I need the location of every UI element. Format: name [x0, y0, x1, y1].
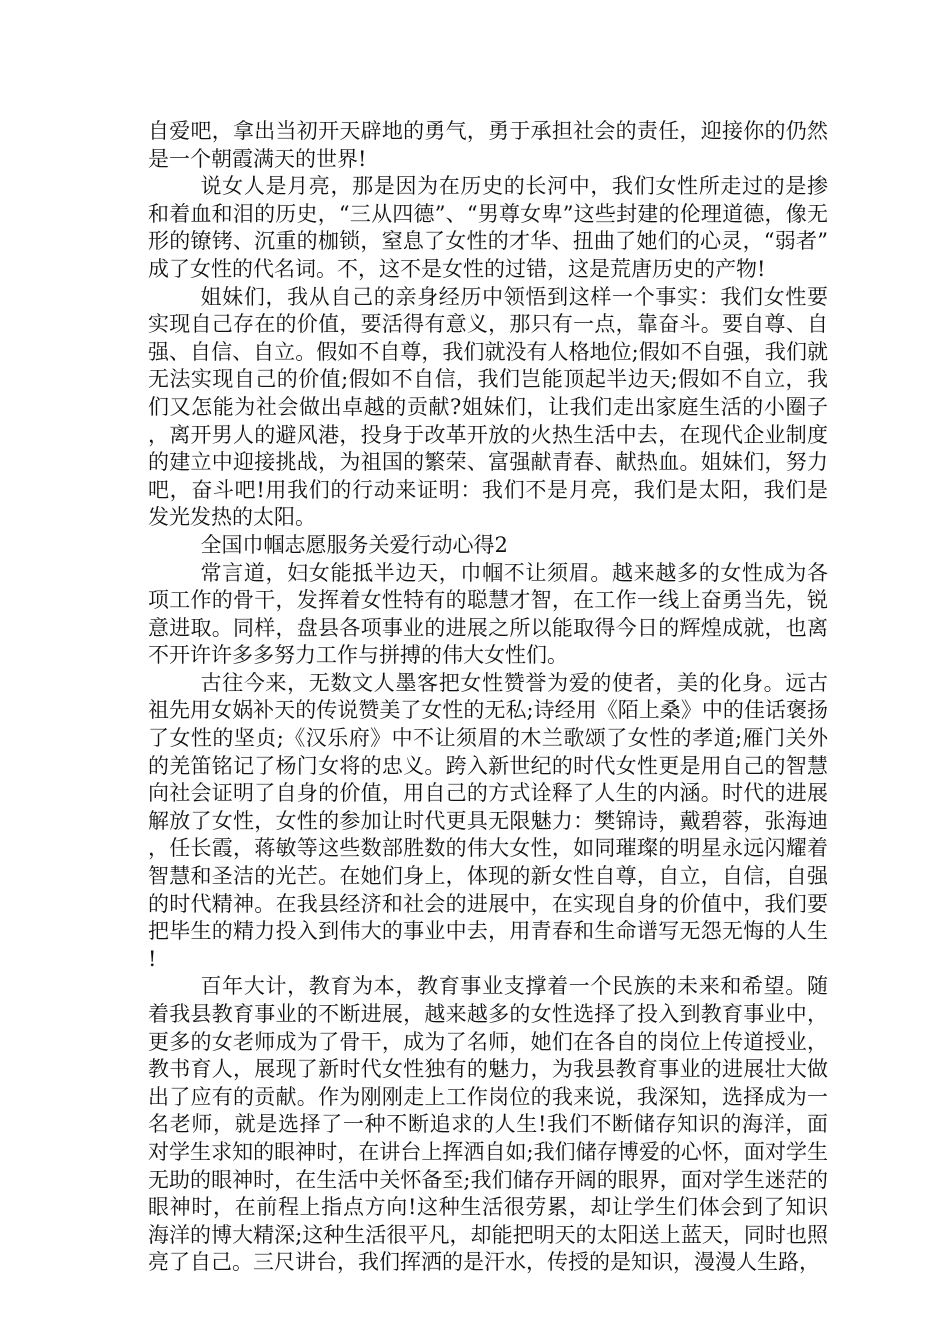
paragraph-moon-history: 说女人是月亮，那是因为在历史的长河中，我们女性所走过的是掺和着血和泪的历史，“三从四德”、“男尊女卑”这些封建的伦理道德，像无形的镣铐、沉重的枷锁，窒息了女性的才华、扭曲了她们的心灵，“弱者”成了女性的代名词。不，这不是女性的过错，这是荒唐历史的产物! [148, 174, 828, 281]
paragraph-continuation: 自爱吧，拿出当初开天辟地的勇气，勇于承担社会的责任，迎接你的仍然是一个朝霞满天的世界! [148, 119, 828, 171]
paragraph-half-the-sky: 常言道，妇女能抵半边天，巾帼不让须眉。越来越多的女性成为各项工作的骨干，发挥着女性特有的聪慧才智，在工作一线上奋勇当先，锐意进取。同样，盘县各项事业的进展之所以能取得今日的辉煌成就，也离不开许许多多努力工作与拼搏的伟大女性们。 [148, 560, 828, 668]
document-page [148, 118, 828, 1277]
paragraph-sisters-struggle: 姐妹们，我从自己的亲身经历中领悟到这样一个事实：我们女性要实现自己存在的价值，要活得有意义，那只有一点，靠奋斗。要自尊、自强、自信、自立。假如不自尊，我们就没有人格地位;假如不自强，我们就无法实现自己的价值;假如不自信，我们岂能顶起半边天;假如不自立，我们又怎能为社会做出卓越的贡献?姐妹们，让我们走出家庭生活的小圈子，离开男人的避风港，投身于改革开放的火热生活中去，在现代企业制度的建立中迎接挑战，为祖国的繁荣、富强献青春、献热血。姐妹们，努力吧，奋斗吧!用我们的行动来证明：我们不是月亮，我们是太阳，我们是发光发热的太阳。 [148, 284, 828, 530]
paragraph-women-through-ages: 古往今来，无数文人墨客把女性赞誉为爱的使者，美的化身。远古祖先用女娲补天的传说赞美了女性的无私;诗经用《陌上桑》中的佳话褒扬了女性的坚贞;《汉乐府》中不让须眉的木兰歌颂了女性的孝道;雁门关外的羌笛铭记了杨门女将的忠义。跨入新世纪的时代女性更是用自己的智慧向社会证明了自身的价值，用自己的方式诠释了人生的内涵。时代的进展解放了女性，女性的参加让时代更具无限魅力：樊锦诗，戴碧蓉，张海迪，任长霞，蒋敏等这些数部胜数的伟大女性，如同璀璨的明星永远闪耀着智慧和圣洁的光芒。在她们身上，体现的新女性自尊，自立，自信，自强的时代精神。在我县经济和社会的进展中，在实现自身的价值中，我们要把毕生的精力投入到伟大的事业中去，用青春和生命谱写无怨无悔的人生! [148, 670, 828, 971]
section-heading: 全国巾帼志愿服务关爱行动心得2 [200, 532, 508, 557]
paragraph-education: 百年大计，教育为本，教育事业支撑着一个民族的未来和希望。随着我县教育事业的不断进展，越来越多的女性选择了投入到教育事业中，更多的女老师成为了骨干，成为了名师，她们在各自的岗位上传道授业，教书育人，展现了新时代女性独有的魅力，为我县教育事业的进展壮大做出了应有的贡献。作为刚刚走上工作岗位的我来说，我深知，选择成为一名老师，就是选择了一种不断追求的人生!我们不断储存知识的海洋，面对学生求知的眼神时，在讲台上挥洒自如;我们储存博爱的心怀，面对学生无助的眼神时，在生活中关怀备至;我们储存开阔的眼界，面对学生迷茫的眼神时，在前程上指点方向!这种生活很劳累，却让学生们体会到了知识海洋的博大精深;这种生活很平凡，却能把明天的太阳送上蓝天，同时也照亮了自己。三尺讲台，我们挥洒的是汗水，传授的是知识，漫漫人生路， [148, 974, 828, 1275]
